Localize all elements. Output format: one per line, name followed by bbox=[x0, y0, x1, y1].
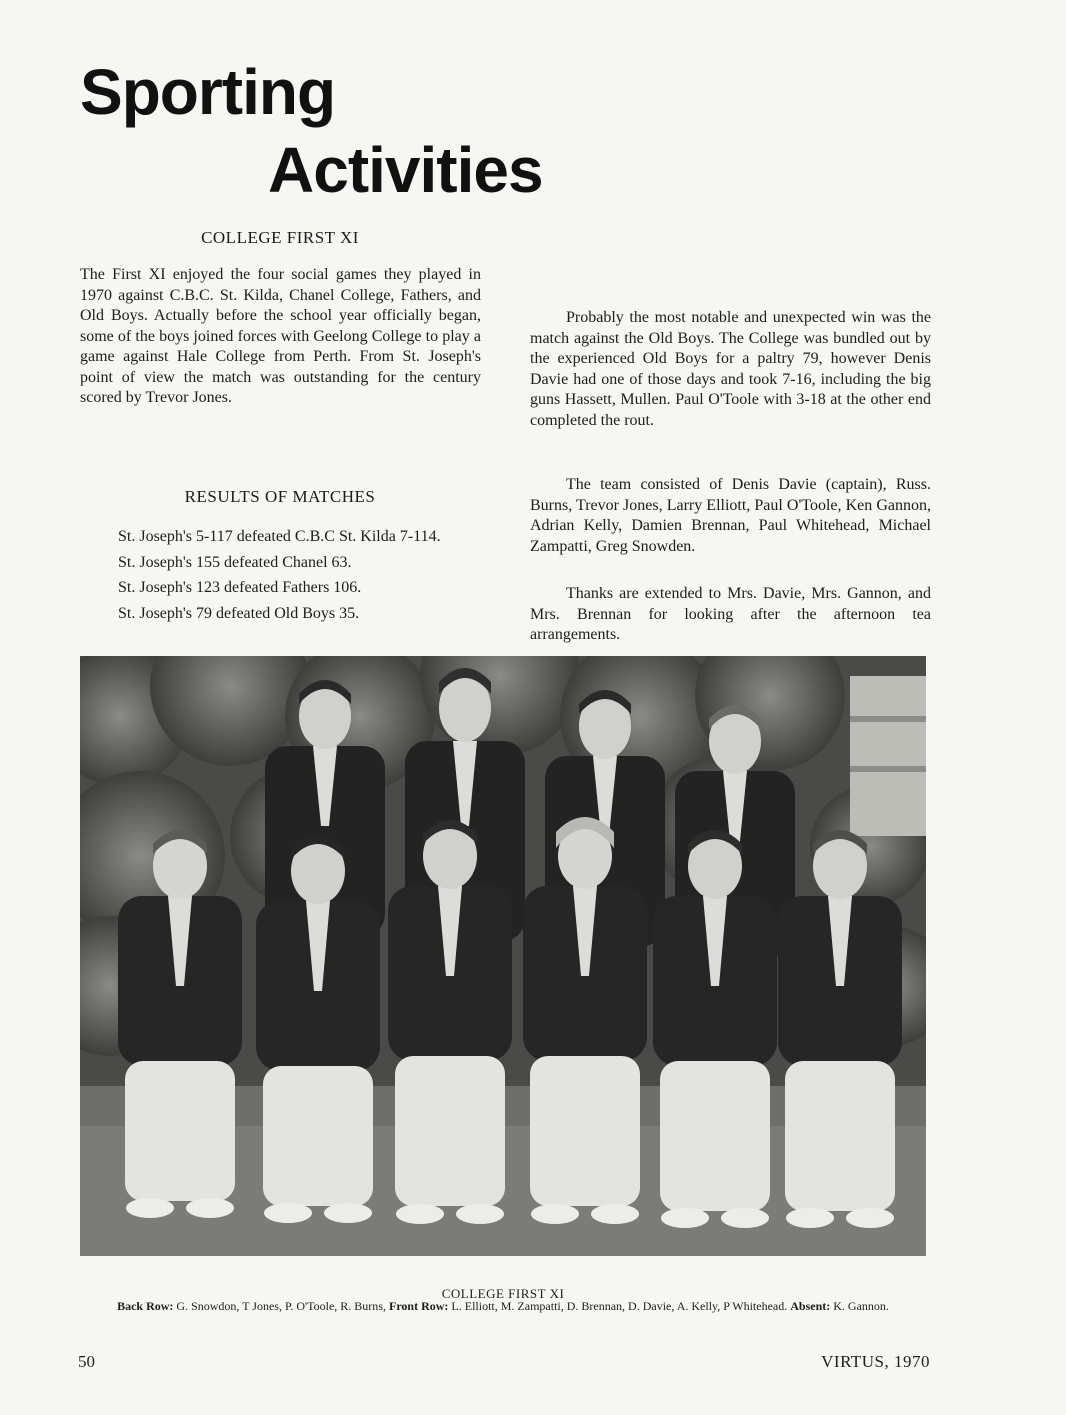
page-number: 50 bbox=[78, 1352, 95, 1371]
thanks-paragraph: Thanks are extended to Mrs. Davie, Mrs. Gannon, and Mrs. Brennan for looking after the afternoon tea arrangements. bbox=[530, 585, 931, 643]
front-row-label: Front Row: bbox=[388, 1299, 449, 1313]
result-item: St. Joseph's 79 defeated Old Boys 35. bbox=[118, 604, 360, 622]
match-report-paragraph: Probably the most notable and unexpected win was the match against the Old Boys. The College was bundled out by the experienced Old Boys for a paltry 79, however Denis Davie had one of those days and took 7-16, including the big guns Hassett, Mullen. Paul O'Toole with 3-18 at the other end completed the rout. bbox=[530, 309, 931, 429]
result-item: St. Joseph's 123 defeated Fathers 106. bbox=[118, 579, 362, 596]
absent-label: Absent: bbox=[790, 1299, 831, 1313]
first-xi-paragraph: The First XI enjoyed the four social games they played in 1970 against C.B.C. St. Kilda, Chanel College, Fathers, and Old Boys. Actually before the school year officially began, some of the boys joined forces with Geelong College to play a game against Hale College from Perth. From St. Joseph's point of view the match was outstanding for the century scored by Trevor Jones. bbox=[80, 266, 481, 406]
page-title-line-1: Sporting bbox=[80, 56, 336, 128]
front-row-names: L. Elliott, M. Zampatti, D. Brennan, D. Davie, A. Kelly, P Whitehead. bbox=[451, 1299, 788, 1313]
absent-names: K. Gannon. bbox=[833, 1299, 889, 1313]
photo-caption-title: COLLEGE FIRST XI bbox=[441, 1286, 565, 1301]
team-paragraph: The team consisted of Denis Davie (captain), Russ. Burns, Trevor Jones, Larry Elliott, Paul O'Toole, Ken Gannon, Adrian Kelly, Damien Brennan, Paul Whitehead, Michael Zampatti, Greg Snowden. bbox=[530, 476, 931, 555]
publication-footer: VIRTUS, 1970 bbox=[821, 1352, 930, 1371]
photo-caption bbox=[80, 1300, 926, 1313]
result-item: St. Joseph's 5-117 defeated C.B.C St. Kilda 7-114. bbox=[118, 528, 441, 545]
results-heading: RESULTS OF MATCHES bbox=[184, 487, 376, 506]
results-list bbox=[80, 527, 480, 629]
first-xi-heading: COLLEGE FIRST XI bbox=[201, 228, 359, 247]
back-row-names: G. Snowdon, T Jones, P. O'Toole, R. Burns, bbox=[176, 1299, 386, 1313]
page-title-line-2: Activities bbox=[268, 134, 543, 206]
result-item: St. Joseph's 155 defeated Chanel 63. bbox=[118, 553, 352, 571]
team-photo bbox=[80, 656, 926, 1256]
back-row-label: Back Row: bbox=[117, 1299, 174, 1313]
team-photo-image bbox=[80, 656, 926, 1256]
